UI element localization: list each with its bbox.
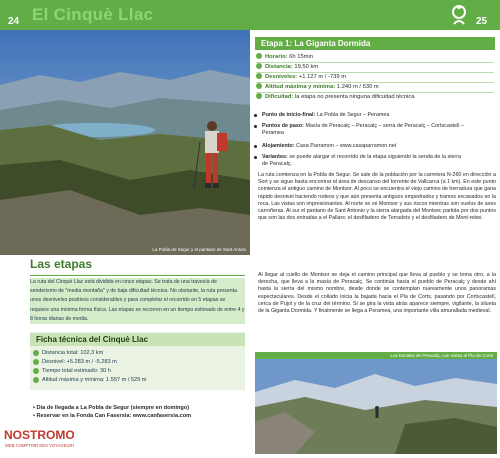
stat-label: Distancia: [265,64,293,70]
stat-value: +1.127 m / -739 m [298,74,347,80]
photo-main [0,30,250,255]
bullet-dot [254,145,257,148]
bullet-label: Variantes: [262,154,288,160]
landscape-photo [0,30,250,255]
distance-icon [256,63,262,69]
svg-text:WEB COMPTOIR DES VOYAGEURS: WEB COMPTOIR DES VOYAGEURS [5,443,74,448]
ficha-value: 1.557 m / 529 m [106,377,147,383]
ficha-value: 30 h [99,368,111,374]
stage-bullet [262,154,468,169]
stage-stat [256,53,313,62]
etapas-paragraph: La ruta del Cinquè Llac está dividida en cinco etapas. Se trata de una travesía de senderismo de "media montaña" y de baja dificultad técnica. No obstante, la ruta presenta unos desniveles positivos considerables y para completar el recorrido en 5 etapas se requiere una mínima forma física. Las etapas se recorren en un tiempo estimado de entre 4 y 8 horas diarias de media. [30,278,245,324]
stat-label: Altitud máxima y mínima: [265,84,336,90]
ficha-row [33,358,117,367]
stage-title: Etapa 1: La Giganta Dormida [255,37,495,50]
photo-small [255,352,497,454]
ficha-label: Tiempo total estimado: [42,368,99,374]
ficha-label: Distancia total: [42,350,79,356]
etapas-heading: Las etapas [30,257,93,271]
stat-label: Desniveles: [265,74,298,80]
bullet-label: Punto de inicio-final: [262,112,316,118]
clock-icon [256,53,262,59]
ficha-row [33,349,103,358]
ficha-value: 102,3 km [80,350,104,356]
left-bullet: • Día de llegada a La Pobla de Segur (siempre en domingo) [33,405,190,411]
ficha-row [33,367,111,376]
stat-value: la etapa no presenta ninguna dificultad técnica [294,94,415,100]
bullet-dot [254,125,257,128]
ficha-label: Desnivel: [42,359,66,365]
bullet-value: Masía de Peracalç – Peracalç – serra de Peracalç – Cortscastell – Peramea [262,123,464,137]
clock-icon [33,368,39,374]
difficulty-icon [256,93,262,99]
stage-bullet [262,143,492,150]
hiking-logo-icon [450,4,468,26]
stat-value: 19,50 km [294,64,319,70]
bullet-dot [254,114,257,117]
stage-stat [256,73,346,82]
stage-paragraph-2: Al llegar al cuello de Montsor se deja el camino principal que lleva al pueblo y se toma otro, a la derecha, que lleva a la masía de Peracalç. Se continúa hacia el pueblo de Peracalç y desde ahí hasta la sierra del mismo nombre, desde donde se contemplan nuevamente unos panoramas espectaculares. Desde el collado inicia la bajada hacia el Pla de Corts, pasando por Cortscastell, cerca de Pujol y de la cruz del término. Si se gira la vista atrás aparece siempre, vigilante, la silueta de la Giganta Dormida. Y finalmente se llega a Peramea, una importante villa amurallada medieval. [258,272,496,315]
left-bullet: • Reservar en la Fonda Can Fasersia: www.canfasersia.com [33,413,192,419]
nostromo-logo [2,425,74,458]
mountain-photo [255,352,497,454]
bullet-value: se puede alargar el recorrido de la etapa siguiendo la senda de la sierra de Peracalç. [262,154,461,168]
elevation-icon [33,359,39,365]
ficha-row [33,376,146,385]
left-bullet-text: Día de llegada a La Pobla de Segur (siempre en domingo) [36,405,190,411]
stage-stat [256,83,379,92]
ficha-tecnica-title: Ficha técnica del Cinquè Llac [30,333,245,346]
photo-small-caption: Los Escalas de Peracalç, con vistas al Pla de Corts [390,353,493,358]
etapas-divider [30,275,245,276]
bullet-value: Casa Parramon – www.casaparramon.net [296,143,397,149]
page-number-left: 24 [8,16,20,27]
distance-icon [33,350,39,356]
svg-text:NOSTROMO: NOSTROMO [4,428,74,442]
bullet-label: Puntos de paso: [262,123,304,129]
altitude-icon [256,83,262,89]
stage-stat [256,63,318,72]
page-number-right: 25 [476,16,488,27]
ficha-value: +5.283 m / -5.283 m [66,359,117,365]
stage-bullet [262,123,468,138]
stat-value: 6h 15min [289,54,314,60]
bullet-dot [254,156,257,159]
page-title: El Cinquè Llac [32,5,154,24]
stage-stat [256,93,415,102]
stat-label: Horario: [265,54,288,60]
stage-paragraph-1: La ruta comienza en la Pobla de Segur. Se sale de la población por la carretera N-260 en dirección a Sort y se sigue hasta encontrar el área de descanso del torrente de Vallcarca (a 1 km). En este punto comienza el antiguo camino de Montsor. Al poco se encuentra el viejo camino de herradura que gana rápido desnivel haciendo rodeos y que aún presenta antiguos empedrados y tramos excavados en la roca. Las vistas son impresionantes. Al norte se ve Montsor y sus riscos mientras son vuelos de aves carroñeras. Al sur el pantano de Sant Antonio y la sierra alargada del Montsec partida por dos puntos que son las dos entradas a el Pallars: el desfiladero de Terradets y el desfiladero de Mont-rebei. [258,172,496,222]
photo-main-caption: La Pobla de Segur y el pantano de Sant Antoni [152,247,246,252]
stage-bullet [262,112,492,119]
stat-label: Dificultad: [265,94,294,100]
bullet-label: Alojamiento: [262,143,295,149]
stat-value: 1.240 m / 530 m [336,84,379,90]
left-bullet-text: Reservar en la Fonda Can Fasersia: www.canfasersia.com [36,413,192,419]
elevation-icon [256,73,262,79]
ficha-label: Altitud máxima y mínima: [42,377,105,383]
altitude-icon [33,377,39,383]
bullet-value: La Pobla de Segur – Peramea [316,112,390,118]
